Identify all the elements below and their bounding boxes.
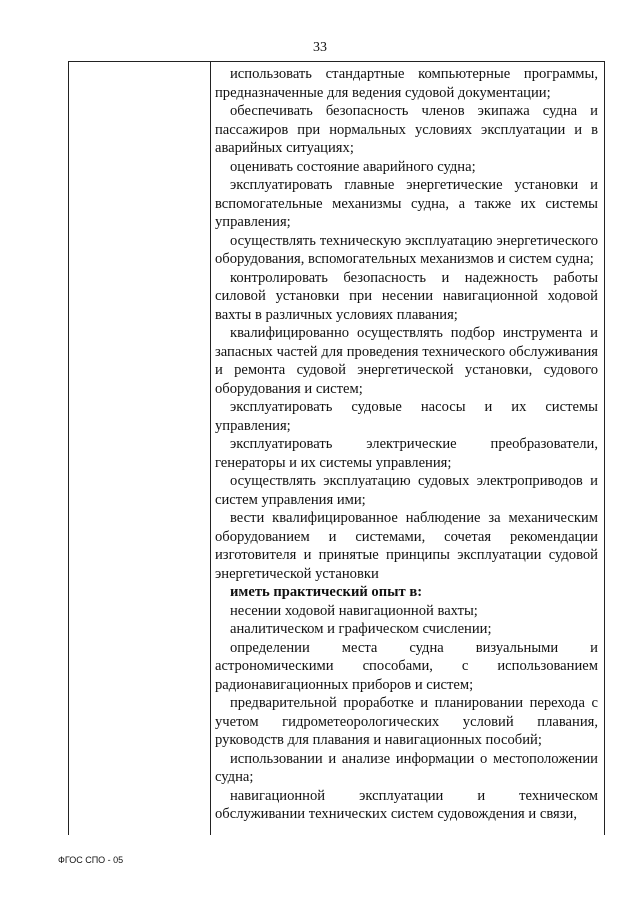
content-table: [68, 61, 605, 835]
table-cell-content: [215, 65, 598, 824]
paragraph: обеспечивать безопасность членов экипажа судна и пассажиров при нормальных условиях эксплуатации и в аварийных ситуациях;: [215, 103, 598, 156]
column-divider: [210, 62, 211, 835]
page-number: 33: [313, 40, 327, 55]
paragraph: эксплуатировать электрические преобразователи, генераторы и их системы управления;: [215, 436, 598, 471]
paragraph: использовать стандартные компьютерные программы, предназначенные для ведения судовой документации;: [215, 66, 598, 101]
paragraph: эксплуатировать судовые насосы и их системы управления;: [215, 399, 598, 434]
section-heading: иметь практический опыт в:: [230, 584, 423, 600]
paragraph: осуществлять техническую эксплуатацию энергетического оборудования, вспомогательных механизмов и систем судна;: [215, 232, 598, 267]
experience-item: аналитическом и графическом счислении;: [230, 621, 492, 637]
footer-code: ФГОС СПО - 05: [58, 855, 124, 865]
paragraph: контролировать безопасность и надежность работы силовой установки при несении навигационной ходовой вахты в различных условиях плавания;: [215, 269, 598, 323]
experience-item: предварительной проработке и планировании перехода с учетом гидрометеорологических условий плавания, руководств для плавания и навигационных пособий;: [215, 695, 598, 748]
paragraph: квалифицированно осуществлять подбор инструмента и запасных частей для проведения технического обслуживания и ремонта судовой энергетической установки, судового оборудования и систем;: [215, 325, 598, 397]
paragraph: осуществлять эксплуатацию судовых электроприводов и систем управления ими;: [215, 473, 598, 508]
experience-item: навигационной эксплуатации и техническом обслуживании технических систем судовождения и связи,: [215, 787, 598, 822]
paragraph: оценивать состояние аварийного судна;: [230, 158, 476, 175]
experience-item: несении ходовой навигационной вахты;: [230, 602, 478, 619]
experience-item: использовании и анализе информации о местоположении судна;: [215, 750, 598, 785]
experience-item: определении места судна визуальными и астрономическими способами, с использованием радионавигационных приборов и систем;: [215, 639, 598, 693]
paragraph: эксплуатировать главные энергетические установки и вспомогательные механизмы судна, а также их системы управления;: [215, 177, 598, 230]
paragraph: вести квалифицированное наблюдение за механическим оборудованием и системами, сочетая рекомендации изготовителя и принятые принципы эксплуатации судовой энергетической установки: [215, 510, 598, 582]
